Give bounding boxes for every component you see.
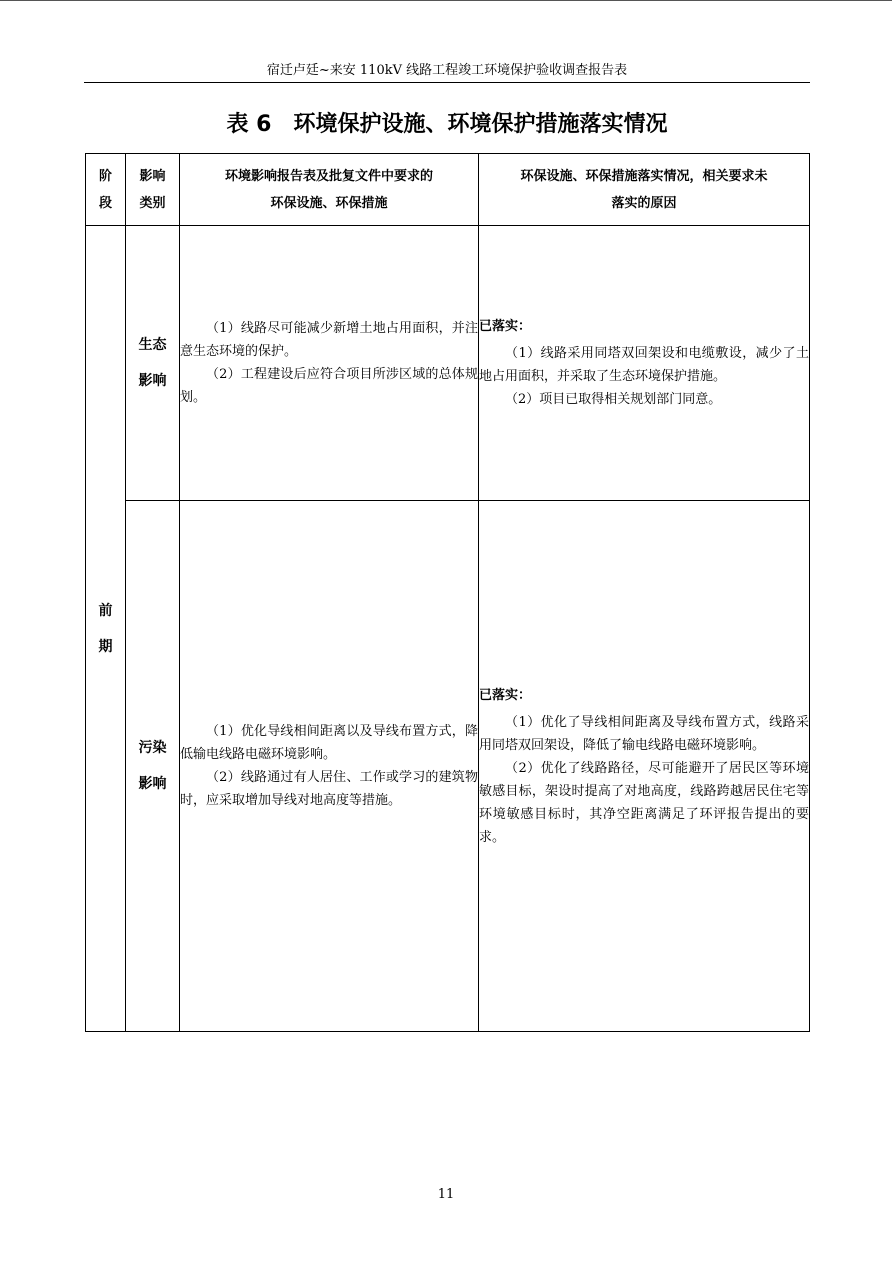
header-rule bbox=[84, 82, 810, 83]
status-label: 已落实： bbox=[479, 319, 532, 334]
header-implementation: 环保设施、环保措施落实情况，相关要求未 落实的原因 bbox=[479, 154, 810, 226]
requirements-cell: （1）优化导线相间距离以及导线布置方式，降低输电线路电磁环境影响。 （2）线路通过有人居住、工作或学习的建筑物时，应采取增加导线对地高度等措施。 bbox=[180, 501, 479, 1032]
measures-table bbox=[85, 153, 810, 1032]
table-title-text: 环境保护设施、环境保护措施落实情况 bbox=[293, 112, 668, 137]
table-number: 表 6 bbox=[226, 112, 272, 137]
implementation-cell: 已落实： （1）线路采用同塔双回架设和电缆敷设，减少了土地占用面积，并采取了生态环境保护措施。 （2）项目已取得相关规划部门同意。 bbox=[479, 226, 810, 501]
category-cell: 生态 影响 bbox=[126, 226, 180, 501]
page-number: 11 bbox=[437, 1187, 455, 1202]
table-row bbox=[86, 501, 810, 1032]
implementation-cell: 已落实： （1）优化了导线相间距离及导线布置方式，线路采用同塔双回架设，降低了输电线路电磁环境影响。 （2）优化了线路路径，尽可能避开了居民区等环境敏感目标，架设时提高了对地高度，线路跨越居民住宅等环境敏感目标时，其净空距离满足了环评报告提出的要求。 bbox=[479, 501, 810, 1032]
status-label: 已落实： bbox=[479, 687, 532, 703]
header-requirements: 环境影响报告表及批复文件中要求的 环保设施、环保措施 bbox=[180, 154, 479, 226]
table-row bbox=[86, 226, 810, 501]
running-header: 宿迁卢廷~来安 110kV 线路工程竣工环境保护验收调查报告表 bbox=[266, 63, 628, 78]
table-title bbox=[84, 110, 810, 140]
stage-cell: 前 期 bbox=[86, 226, 126, 1032]
page-top-border bbox=[0, 0, 892, 1]
category-cell: 污染 影响 bbox=[126, 501, 180, 1032]
header-row bbox=[86, 154, 810, 226]
header-category: 影响 类别 bbox=[126, 154, 180, 226]
header-stage: 阶 段 bbox=[86, 154, 126, 226]
requirements-cell: （1）线路尽可能减少新增土地占用面积，并注意生态环境的保护。 （2）工程建设后应符合项目所涉区域的总体规划。 bbox=[180, 226, 479, 501]
